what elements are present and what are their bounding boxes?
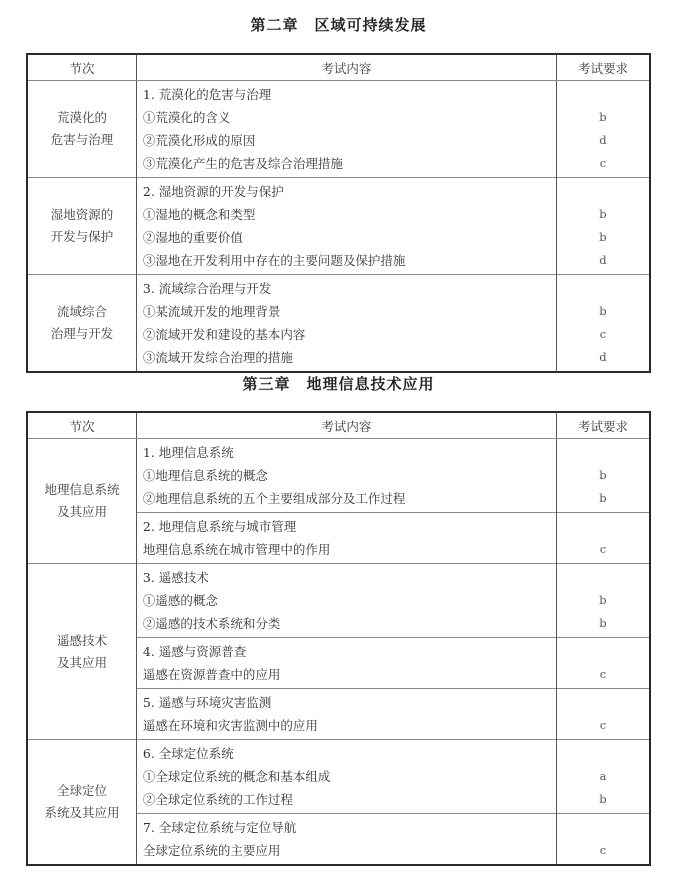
- content-item: ③流域开发综合治理的措施: [142, 350, 293, 365]
- content-cell: [136, 178, 556, 275]
- content-item: 全球定位系统的主要应用: [142, 843, 281, 858]
- content-heading: 3. 遥感技术: [142, 570, 209, 585]
- requirement-level: b: [599, 230, 607, 244]
- header-row: [27, 412, 650, 439]
- section-name: 地理信息系统 及其应用: [27, 439, 136, 564]
- requirement-level: b: [599, 304, 607, 318]
- content-heading: 4. 遥感与资源普查: [142, 644, 247, 659]
- chapter-3-title: [0, 373, 677, 394]
- content-item: ①地理信息系统的概念: [142, 468, 268, 483]
- content-item: ②湿地的重要价值: [142, 230, 243, 245]
- requirement-level: d: [599, 133, 607, 147]
- table-row: [27, 178, 650, 275]
- table-row: [27, 564, 650, 638]
- content-cell: [136, 439, 556, 513]
- header-section: 节次: [27, 412, 136, 439]
- content-cell: [136, 275, 556, 373]
- content-item: ①荒漠化的含义: [142, 110, 231, 125]
- chapter-2-title: [0, 14, 677, 35]
- requirement-level: b: [599, 491, 607, 505]
- requirement-cell: [556, 740, 650, 814]
- section-name: 遥感技术 及其应用: [27, 564, 136, 740]
- content-heading: 2. 湿地资源的开发与保护: [142, 184, 284, 199]
- content-cell: [136, 564, 556, 638]
- requirement-cell: [556, 275, 650, 373]
- content-cell: [136, 740, 556, 814]
- requirement-level: c: [599, 156, 607, 170]
- content-heading: 6. 全球定位系统: [142, 746, 234, 761]
- requirement-level: c: [599, 327, 607, 341]
- requirement-cell: [556, 178, 650, 275]
- requirement-level: c: [599, 843, 607, 857]
- content-heading: 3. 流域综合治理与开发: [142, 281, 272, 296]
- requirement-level: c: [599, 667, 607, 681]
- content-item: ②遥感的技术系统和分类: [142, 616, 281, 631]
- requirement-cell: [556, 564, 650, 638]
- section-name: 湿地资源的 开发与保护: [27, 178, 136, 275]
- table-row: [27, 275, 650, 373]
- content-item: ②全球定位系统的工作过程: [142, 792, 293, 807]
- table-row: [27, 439, 650, 513]
- requirement-level: d: [599, 253, 607, 267]
- content-heading: 1. 荒漠化的危害与治理: [142, 87, 272, 102]
- content-item: ①某流域开发的地理背景: [142, 304, 281, 319]
- section-name: 荒漠化的 危害与治理: [27, 81, 136, 178]
- section-name: 流域综合 治理与开发: [27, 275, 136, 373]
- requirement-level: c: [599, 718, 607, 732]
- requirement-cell: [556, 638, 650, 689]
- chapter-2-table: [26, 53, 651, 373]
- content-item: ②地理信息系统的五个主要组成部分及工作过程: [142, 491, 406, 506]
- header-content: 考试内容: [136, 412, 556, 439]
- content-heading: 7. 全球定位系统与定位导航: [142, 820, 297, 835]
- requirement-level: b: [599, 593, 607, 607]
- requirement-cell: [556, 81, 650, 178]
- content-item: ①湿地的概念和类型: [142, 207, 256, 222]
- content-item: 遥感在环境和灾害监测中的应用: [142, 718, 318, 733]
- content-heading: 2. 地理信息系统与城市管理: [142, 519, 297, 534]
- requirement-level: b: [599, 468, 607, 482]
- content-item: ①遥感的概念: [142, 593, 218, 608]
- content-heading: 5. 遥感与环境灾害监测: [142, 695, 272, 710]
- content-item: ①全球定位系统的概念和基本组成: [142, 769, 331, 784]
- header-requirement: 考试要求: [556, 54, 650, 81]
- content-cell: [136, 81, 556, 178]
- content-cell: [136, 638, 556, 689]
- chapter-name: 区域可持续发展: [314, 16, 427, 34]
- content-cell: [136, 689, 556, 740]
- requirement-level: b: [599, 110, 607, 124]
- chapter-3-table: [26, 411, 651, 866]
- chapter-number: 第三章: [242, 375, 291, 393]
- content-item: ③荒漠化产生的危害及综合治理措施: [142, 156, 343, 171]
- requirement-level: b: [599, 616, 607, 630]
- requirement-level: a: [599, 769, 607, 783]
- header-content: 考试内容: [136, 54, 556, 81]
- table-row: [27, 81, 650, 178]
- requirement-cell: [556, 439, 650, 513]
- section-name: 全球定位 系统及其应用: [27, 740, 136, 866]
- header-row: [27, 54, 650, 81]
- requirement-level: b: [599, 207, 607, 221]
- content-heading: 1. 地理信息系统: [142, 445, 234, 460]
- header-requirement: 考试要求: [556, 412, 650, 439]
- chapter-name: 地理信息技术应用: [306, 375, 435, 393]
- content-item: ②荒漠化形成的原因: [142, 133, 256, 148]
- requirement-cell: [556, 689, 650, 740]
- requirement-cell: [556, 814, 650, 866]
- content-cell: [136, 814, 556, 866]
- content-item: 遥感在资源普查中的应用: [142, 667, 281, 682]
- requirement-level: d: [599, 350, 607, 364]
- content-cell: [136, 513, 556, 564]
- requirement-cell: [556, 513, 650, 564]
- table-row: [27, 740, 650, 814]
- content-item: ②流域开发和建设的基本内容: [142, 327, 306, 342]
- header-section: 节次: [27, 54, 136, 81]
- content-item: 地理信息系统在城市管理中的作用: [142, 542, 331, 557]
- requirement-level: c: [599, 542, 607, 556]
- content-item: ③湿地在开发利用中存在的主要问题及保护措施: [142, 253, 406, 268]
- chapter-number: 第二章: [250, 16, 299, 34]
- requirement-level: b: [599, 792, 607, 806]
